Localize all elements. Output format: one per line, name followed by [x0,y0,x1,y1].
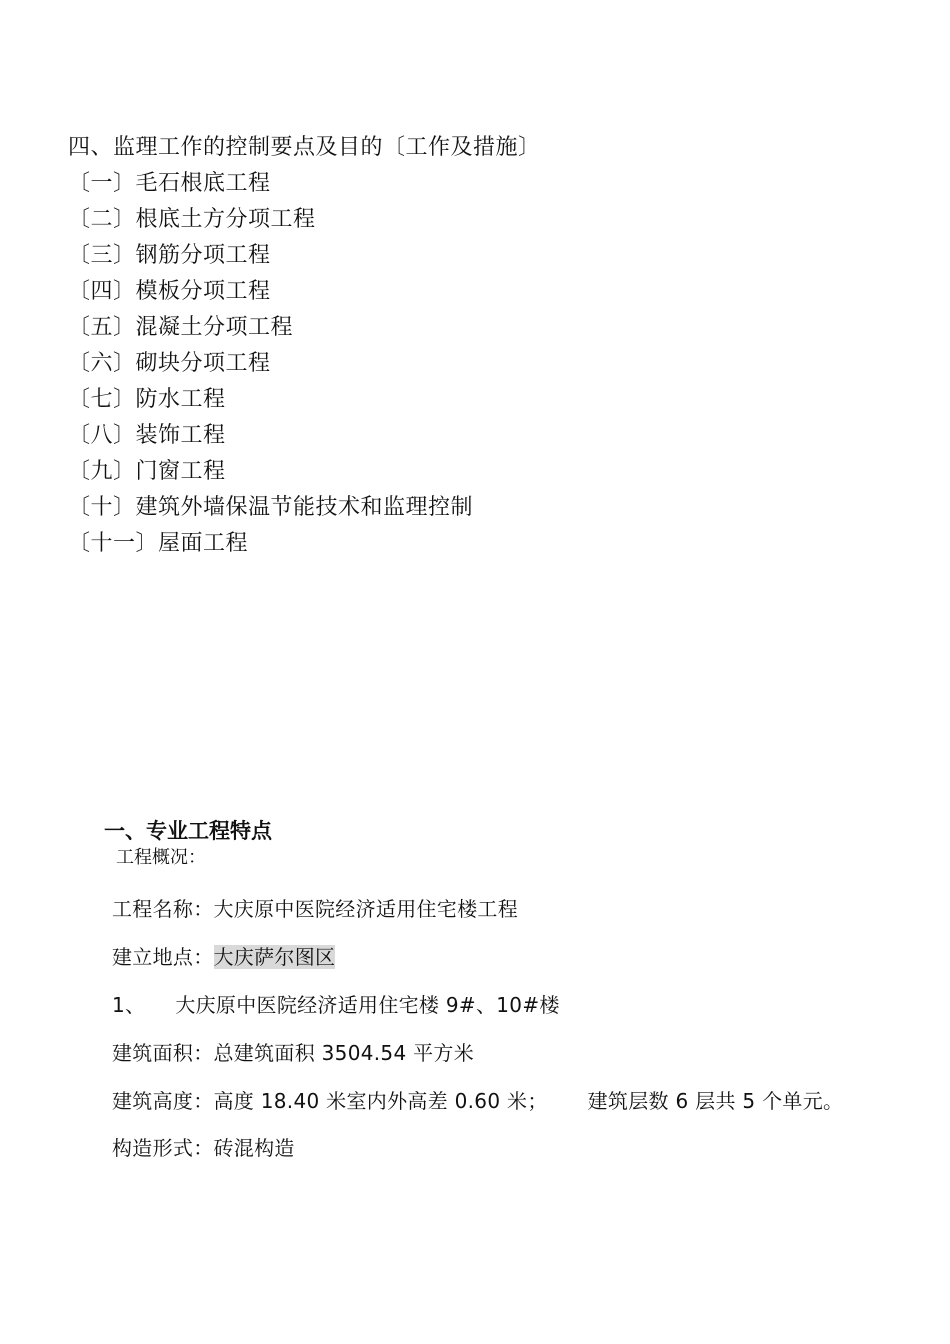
toc-item-2: 〔二〕根底土方分项工程 [68,207,316,232]
toc-item-9: 〔九〕门窗工程 [68,459,226,484]
section-title: 一、专业工程特点 [104,819,272,843]
toc-item-7: 〔七〕防水工程 [68,387,226,412]
area-line [112,1037,474,1066]
toc-heading: 四、监理工作的控制要点及目的〔工作及措施〕 [68,135,541,160]
location-line [112,941,335,970]
table-of-contents [68,130,541,562]
structure-value: 砖混构造 [213,1136,295,1160]
overview-label: 工程概况： [116,847,206,868]
toc-item-4: 〔四〕模板分项工程 [68,279,271,304]
height-value: 高度 18.40 米室内外高差 0.60 米； [213,1089,548,1113]
height-label: 建筑高度： [112,1089,214,1113]
area-value: 总建筑面积 3504.54 平方米 [213,1041,475,1065]
toc-item-1: 〔一〕毛石根底工程 [68,171,271,196]
location-label: 建立地点： [112,945,214,969]
toc-item-8: 〔八〕装饰工程 [68,423,226,448]
project-name-label: 工程名称： [112,897,214,921]
project-name-line [112,893,518,922]
floors-value: 建筑层数 6 层共 5 个单元。 [587,1089,844,1113]
toc-item-5: 〔五〕混凝土分项工程 [68,315,294,340]
height-line [112,1085,843,1114]
area-label: 建筑面积： [112,1041,214,1065]
building-line [112,989,560,1018]
toc-item-3: 〔三〕钢筋分项工程 [68,243,271,268]
building-number: 1、 [112,993,146,1017]
toc-item-10: 〔十〕建筑外墙保温节能技术和监理控制 [68,495,474,520]
location-value: 大庆萨尔图区 [213,945,336,969]
toc-item-11: 〔十一〕屋面工程 [68,531,249,556]
project-name-value: 大庆原中医院经济适用住宅楼工程 [213,897,518,921]
structure-line [112,1132,295,1161]
structure-label: 构造形式： [112,1136,214,1160]
building-desc: 大庆原中医院经济适用住宅楼 9#、10#楼 [175,993,560,1017]
toc-item-6: 〔六〕砌块分项工程 [68,351,271,376]
